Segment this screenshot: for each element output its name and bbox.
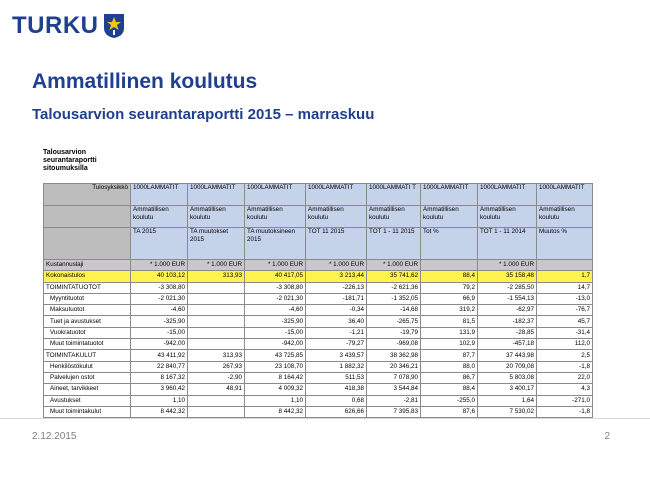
header-row-unit-names bbox=[44, 206, 593, 228]
table-cell: 23 108,70 bbox=[245, 361, 306, 372]
table-cell: 79,2 bbox=[421, 282, 478, 293]
header-cell: 1000LAMMATI T bbox=[367, 184, 421, 206]
report-label: Talousarvion seurantaraportti sitoumuksilla bbox=[43, 149, 97, 172]
table-cell: -2,81 bbox=[367, 395, 421, 406]
row-label: Tuet ja avustukset bbox=[44, 316, 131, 327]
table-cell: 88,4 bbox=[421, 384, 478, 395]
row-label: TOIMINTATUOTOT bbox=[44, 282, 131, 293]
header-cell: Ammatillisen koulutu bbox=[306, 206, 367, 228]
table-cell: -1,8 bbox=[537, 406, 593, 417]
table-cell: 313,93 bbox=[188, 350, 245, 361]
turku-logo bbox=[12, 12, 125, 40]
table-cell: -28,85 bbox=[478, 327, 537, 338]
table-cell: 14,7 bbox=[537, 282, 593, 293]
table-cell: 43 725,85 bbox=[245, 350, 306, 361]
budget-table bbox=[43, 183, 593, 418]
header-cell: 1000LAMMATIT bbox=[188, 184, 245, 206]
header-cell: 1000LAMMATIT bbox=[421, 184, 478, 206]
table-cell: 7 395,83 bbox=[367, 406, 421, 417]
table-cell: 102,9 bbox=[421, 339, 478, 350]
total-cell: 40 417,05 bbox=[245, 271, 306, 282]
table-cell: 4,3 bbox=[537, 384, 593, 395]
unit-label: Kustannuslaji bbox=[44, 260, 131, 271]
table-cell: 22 840,77 bbox=[131, 361, 188, 372]
turku-crest-icon bbox=[103, 13, 125, 39]
table-row bbox=[44, 339, 593, 350]
total-cell: 3 213,44 bbox=[306, 271, 367, 282]
table-cell: -0,34 bbox=[306, 305, 367, 316]
table-cell: 511,53 bbox=[306, 372, 367, 383]
table-cell: -226,13 bbox=[306, 282, 367, 293]
table-cell bbox=[188, 305, 245, 316]
header-cell: Muutos % bbox=[537, 228, 593, 260]
table-cell: 3 544,84 bbox=[367, 384, 421, 395]
table-cell: 626,66 bbox=[306, 406, 367, 417]
slide-subtitle: Talousarvion seurantaraportti 2015 – marraskuu bbox=[32, 106, 375, 123]
row-label: Myyntituotot bbox=[44, 293, 131, 304]
table-cell: -1,8 bbox=[537, 361, 593, 372]
table-cell: -942,00 bbox=[131, 339, 188, 350]
table-cell: 81,5 bbox=[421, 316, 478, 327]
table-row bbox=[44, 384, 593, 395]
table-cell: -3 308,80 bbox=[245, 282, 306, 293]
unit-cell bbox=[421, 260, 478, 271]
unit-cell: * 1.000 EUR bbox=[188, 260, 245, 271]
table-cell: 1 882,32 bbox=[306, 361, 367, 372]
table-cell: -1,21 bbox=[306, 327, 367, 338]
table-cell: -15,00 bbox=[245, 327, 306, 338]
table-row bbox=[44, 372, 593, 383]
table-cell: -14,68 bbox=[367, 305, 421, 316]
header-cell: Ammatillisen koulutu bbox=[537, 206, 593, 228]
table-cell: 0,68 bbox=[306, 395, 367, 406]
table-cell: 86,7 bbox=[421, 372, 478, 383]
table-row bbox=[44, 327, 593, 338]
total-row bbox=[44, 271, 593, 282]
table-cell: -4,60 bbox=[245, 305, 306, 316]
table-cell bbox=[188, 395, 245, 406]
table-cell: 45,7 bbox=[537, 316, 593, 327]
table-cell: 87,6 bbox=[421, 406, 478, 417]
header-cell: Ammatillisen koulutu bbox=[188, 206, 245, 228]
table-cell: -181,71 bbox=[306, 293, 367, 304]
table-row bbox=[44, 350, 593, 361]
table-cell: 36,40 bbox=[306, 316, 367, 327]
unit-cell: * 1.000 EUR bbox=[478, 260, 537, 271]
table-cell: -1 352,05 bbox=[367, 293, 421, 304]
unit-row bbox=[44, 260, 593, 271]
table-cell: -2 021,30 bbox=[245, 293, 306, 304]
row-label: Aineet, tarvikkeet bbox=[44, 384, 131, 395]
total-cell: 88,4 bbox=[421, 271, 478, 282]
table-cell: 418,38 bbox=[306, 384, 367, 395]
header-row-periods bbox=[44, 228, 593, 260]
table-cell: 22,0 bbox=[537, 372, 593, 383]
table-row bbox=[44, 361, 593, 372]
table-cell: -15,00 bbox=[131, 327, 188, 338]
table-cell: 1,64 bbox=[478, 395, 537, 406]
header-cell: Ammatillisen koulutu bbox=[131, 206, 188, 228]
table-cell: 1,10 bbox=[245, 395, 306, 406]
table-cell: 8 164,42 bbox=[245, 372, 306, 383]
header-cell: TA muutokset 2015 bbox=[188, 228, 245, 260]
table-cell bbox=[188, 282, 245, 293]
row-label: Avustukset bbox=[44, 395, 131, 406]
table-cell: -265,75 bbox=[367, 316, 421, 327]
header-cell: 1000LAMMATIT bbox=[131, 184, 188, 206]
header-cell: Ammatillisen koulutu bbox=[478, 206, 537, 228]
header-cell: 1000LAMMATIT bbox=[537, 184, 593, 206]
table-cell: -2,90 bbox=[188, 372, 245, 383]
total-cell: 1,7 bbox=[537, 271, 593, 282]
table-cell: 8 442,32 bbox=[245, 406, 306, 417]
table-cell: 319,2 bbox=[421, 305, 478, 316]
table-cell: 38 362,98 bbox=[367, 350, 421, 361]
table-cell: -969,08 bbox=[367, 339, 421, 350]
header-cell: 1000LAMMATIT bbox=[478, 184, 537, 206]
table-row bbox=[44, 395, 593, 406]
table-cell: 3 960,42 bbox=[131, 384, 188, 395]
header-cell: TA muutoksineen 2015 bbox=[245, 228, 306, 260]
table-cell: 5 803,08 bbox=[478, 372, 537, 383]
row-label: Muut toimintakulut bbox=[44, 406, 131, 417]
table-row bbox=[44, 406, 593, 417]
table-cell: -31,4 bbox=[537, 327, 593, 338]
table-cell: -79,27 bbox=[306, 339, 367, 350]
table-cell: 131,9 bbox=[421, 327, 478, 338]
table-cell: -325,90 bbox=[131, 316, 188, 327]
row-label: Vuokratuotot bbox=[44, 327, 131, 338]
table-cell: 43 411,92 bbox=[131, 350, 188, 361]
table-cell: 88,0 bbox=[421, 361, 478, 372]
table-cell: 8 442,32 bbox=[131, 406, 188, 417]
table-cell: 267,93 bbox=[188, 361, 245, 372]
table-cell bbox=[188, 327, 245, 338]
header-cell: Tot % bbox=[421, 228, 478, 260]
total-cell: 35 158,48 bbox=[478, 271, 537, 282]
slide-title: Ammatillinen koulutus bbox=[32, 70, 258, 93]
table-cell: 20 709,08 bbox=[478, 361, 537, 372]
header-label-tulosyksikko: Tulosyksikkö bbox=[44, 184, 131, 206]
table-cell: -2 621,36 bbox=[367, 282, 421, 293]
budget-table-body bbox=[44, 184, 593, 418]
table-cell bbox=[188, 316, 245, 327]
header-cell: Ammatillisen koulutu bbox=[367, 206, 421, 228]
table-row bbox=[44, 316, 593, 327]
slide-date: 2.12.2015 bbox=[32, 431, 77, 442]
table-cell: 8 167,32 bbox=[131, 372, 188, 383]
table-cell: -62,97 bbox=[478, 305, 537, 316]
table-row bbox=[44, 305, 593, 316]
table-cell: 20 346,21 bbox=[367, 361, 421, 372]
table-cell: 66,9 bbox=[421, 293, 478, 304]
table-cell: 1,10 bbox=[131, 395, 188, 406]
table-cell: 3 400,17 bbox=[478, 384, 537, 395]
budget-table-wrapper bbox=[43, 183, 593, 418]
total-cell: 40 103,12 bbox=[131, 271, 188, 282]
logo-text: TURKU bbox=[12, 12, 99, 39]
header-cell: Ammatillisen koulutu bbox=[245, 206, 306, 228]
table-row bbox=[44, 293, 593, 304]
table-cell: 87,7 bbox=[421, 350, 478, 361]
row-label: Henkilöstökulut bbox=[44, 361, 131, 372]
row-label: Muut toimintatuotot bbox=[44, 339, 131, 350]
row-label: Palvelujen ostot bbox=[44, 372, 131, 383]
table-cell bbox=[188, 406, 245, 417]
header-cell: TOT 1 - 11 2015 bbox=[367, 228, 421, 260]
table-cell bbox=[188, 339, 245, 350]
unit-cell: * 1.000 EUR bbox=[131, 260, 188, 271]
table-cell: 112,0 bbox=[537, 339, 593, 350]
header-cell: TOT 11 2015 bbox=[306, 228, 367, 260]
table-cell: -19,79 bbox=[367, 327, 421, 338]
table-cell: -942,00 bbox=[245, 339, 306, 350]
table-cell: 2,5 bbox=[537, 350, 593, 361]
header-cell: TA 2015 bbox=[131, 228, 188, 260]
header-blank bbox=[44, 206, 131, 228]
table-cell: -271,0 bbox=[537, 395, 593, 406]
row-label: Maksutuotot bbox=[44, 305, 131, 316]
unit-cell bbox=[537, 260, 593, 271]
header-cell: 1000LAMMATIT bbox=[306, 184, 367, 206]
table-cell: -457,18 bbox=[478, 339, 537, 350]
table-cell: 7 530,02 bbox=[478, 406, 537, 417]
total-cell: 313,93 bbox=[188, 271, 245, 282]
table-cell: -2 285,50 bbox=[478, 282, 537, 293]
row-label: TOIMINTAKULUT bbox=[44, 350, 131, 361]
header-blank bbox=[44, 228, 131, 260]
unit-cell: * 1.000 EUR bbox=[245, 260, 306, 271]
table-cell: -182,37 bbox=[478, 316, 537, 327]
header-row-unit-codes bbox=[44, 184, 593, 206]
total-label: Kokonaistulos bbox=[44, 271, 131, 282]
table-cell: 48,91 bbox=[188, 384, 245, 395]
table-cell: -2 021,30 bbox=[131, 293, 188, 304]
page-number: 2 bbox=[604, 431, 610, 442]
table-cell: 37 443,98 bbox=[478, 350, 537, 361]
table-cell: -3 308,80 bbox=[131, 282, 188, 293]
header-cell: Ammatillisen koulutu bbox=[421, 206, 478, 228]
table-cell: -76,7 bbox=[537, 305, 593, 316]
table-cell: 4 009,32 bbox=[245, 384, 306, 395]
table-cell: 7 078,90 bbox=[367, 372, 421, 383]
unit-cell: * 1.000 EUR bbox=[306, 260, 367, 271]
total-cell: 35 741,62 bbox=[367, 271, 421, 282]
table-cell: -4,60 bbox=[131, 305, 188, 316]
table-cell: -255,0 bbox=[421, 395, 478, 406]
footer-divider bbox=[0, 418, 650, 419]
table-cell bbox=[188, 293, 245, 304]
table-cell: -325,90 bbox=[245, 316, 306, 327]
unit-cell: * 1.000 EUR bbox=[367, 260, 421, 271]
table-cell: 3 439,57 bbox=[306, 350, 367, 361]
table-row bbox=[44, 282, 593, 293]
header-cell: TOT 1 - 11 2014 bbox=[478, 228, 537, 260]
table-cell: -1 554,13 bbox=[478, 293, 537, 304]
table-cell: -13,0 bbox=[537, 293, 593, 304]
header-cell: 1000LAMMATIT bbox=[245, 184, 306, 206]
